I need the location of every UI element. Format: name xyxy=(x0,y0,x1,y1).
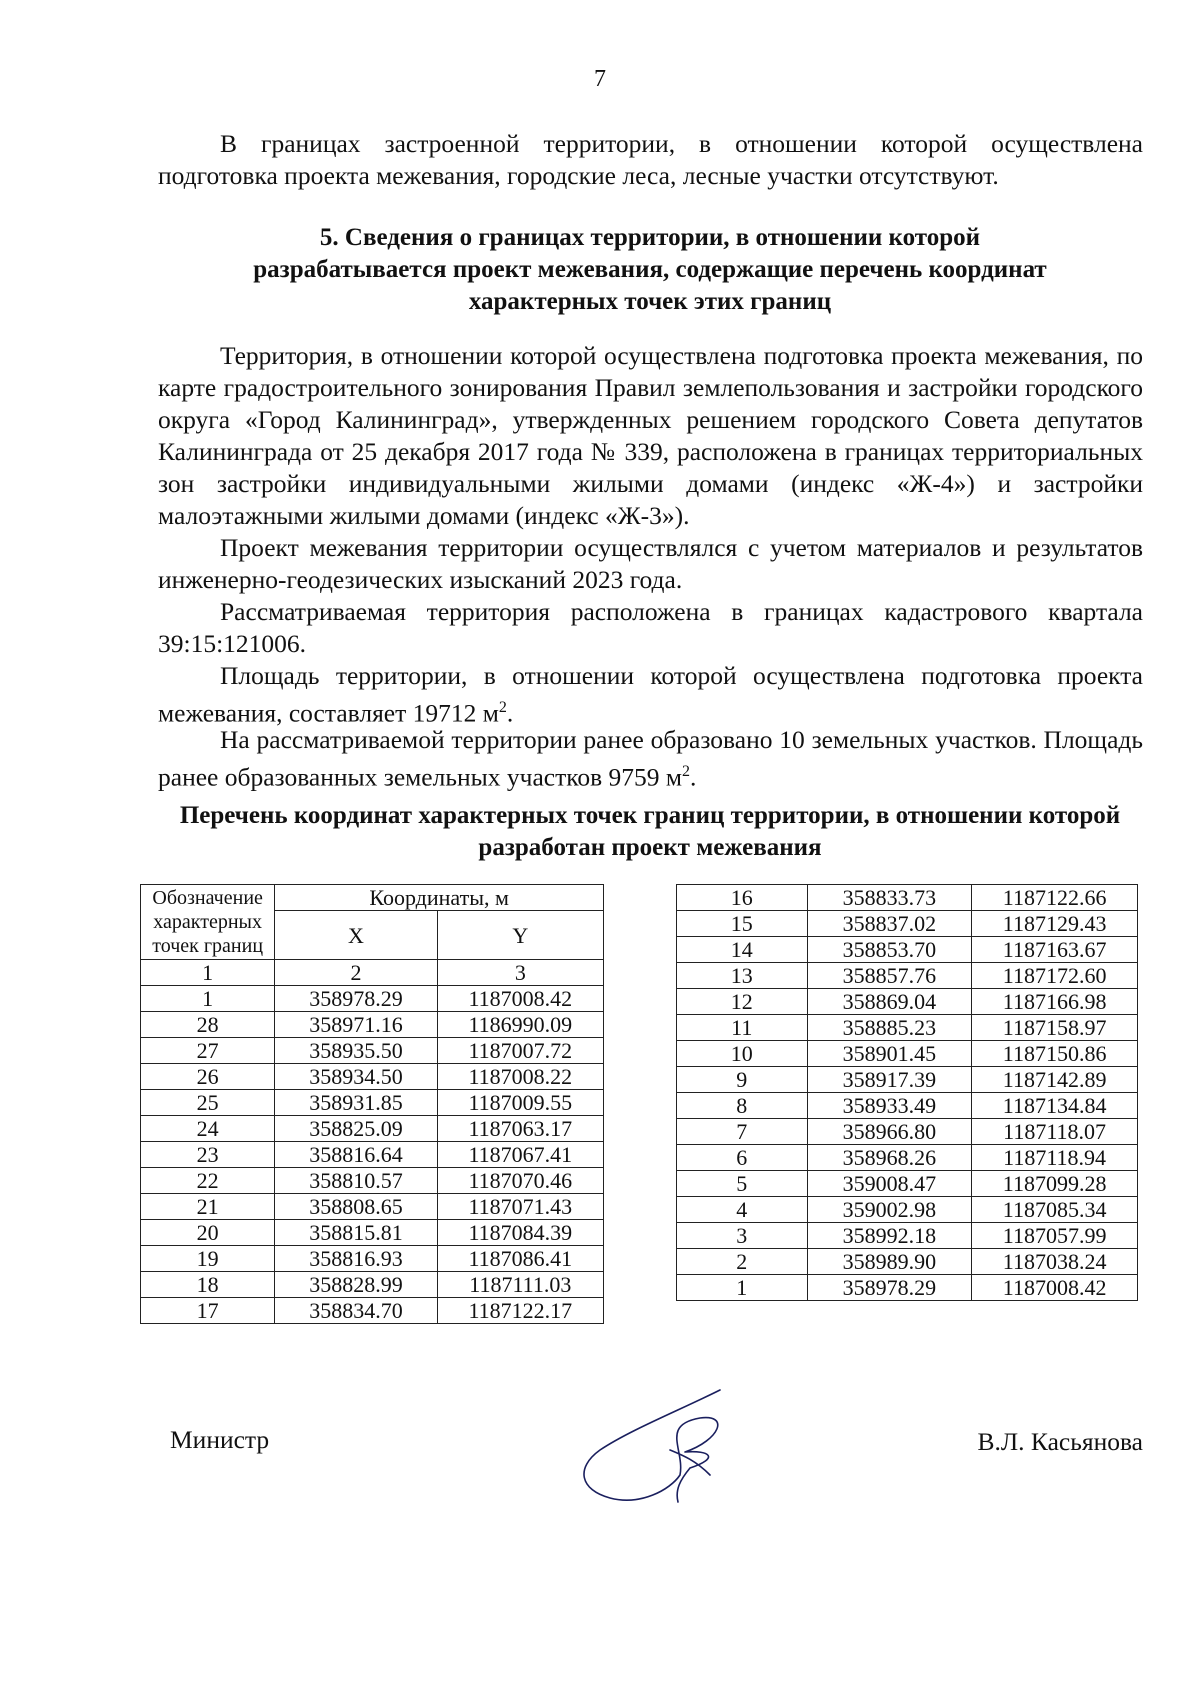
point-number: 19 xyxy=(141,1246,275,1272)
table-row xyxy=(677,1119,1138,1145)
y-value: 1187067.41 xyxy=(437,1142,603,1168)
point-number: 8 xyxy=(677,1093,808,1119)
y-value: 1187099.28 xyxy=(972,1171,1138,1197)
x-value: 358885.23 xyxy=(807,1015,972,1041)
header-point-designation: Обозначение характерных точек границ xyxy=(141,885,275,960)
table-row xyxy=(141,1194,604,1220)
signature-image xyxy=(570,1380,770,1510)
table-row xyxy=(141,1246,604,1272)
x-value: 358901.45 xyxy=(807,1041,972,1067)
table-row xyxy=(141,1116,604,1142)
point-number: 14 xyxy=(677,937,808,963)
plots-unit-exponent: 2 xyxy=(682,763,690,780)
point-number: 27 xyxy=(141,1038,275,1064)
point-number: 28 xyxy=(141,1012,275,1038)
y-value: 1187085.34 xyxy=(972,1197,1138,1223)
header-coordinates: Координаты, м xyxy=(275,885,604,911)
y-value: 1187134.84 xyxy=(972,1093,1138,1119)
y-value: 1187071.43 xyxy=(437,1194,603,1220)
intro-paragraph: В границах застроенной территории, в отношении которой осуществлена подготовка проекта межевания, городские леса, лесные участки отсутствуют. xyxy=(158,129,1143,190)
x-value: 358815.81 xyxy=(275,1220,437,1246)
table-row xyxy=(677,1145,1138,1171)
point-number: 4 xyxy=(677,1197,808,1223)
x-value: 358917.39 xyxy=(807,1067,972,1093)
y-value: 1187122.17 xyxy=(437,1298,603,1324)
y-value: 1187007.72 xyxy=(437,1038,603,1064)
coordinates-table-left xyxy=(140,884,604,1324)
signatory-title: Министр xyxy=(170,1425,270,1454)
point-number: 21 xyxy=(141,1194,275,1220)
table-row xyxy=(677,989,1138,1015)
table-row xyxy=(677,1275,1138,1301)
y-value: 1187038.24 xyxy=(972,1249,1138,1275)
y-value: 1187009.55 xyxy=(437,1090,603,1116)
x-value: 358931.85 xyxy=(275,1090,437,1116)
y-value: 1187158.97 xyxy=(972,1015,1138,1041)
plots-end: . xyxy=(690,762,697,792)
column-number-2: 2 xyxy=(275,960,437,986)
y-value: 1187008.42 xyxy=(972,1275,1138,1301)
y-value: 1187008.22 xyxy=(437,1064,603,1090)
point-number: 18 xyxy=(141,1272,275,1298)
table-row xyxy=(677,1067,1138,1093)
x-value: 358857.76 xyxy=(807,963,972,989)
table-row xyxy=(677,885,1138,911)
y-value: 1186990.09 xyxy=(437,1012,603,1038)
point-number: 15 xyxy=(677,911,808,937)
y-value: 1187163.67 xyxy=(972,937,1138,963)
point-number: 7 xyxy=(677,1119,808,1145)
x-value: 359002.98 xyxy=(807,1197,972,1223)
table-row xyxy=(677,1015,1138,1041)
header-x: X xyxy=(275,911,437,960)
point-number: 10 xyxy=(677,1041,808,1067)
table-row xyxy=(141,1090,604,1116)
table-row xyxy=(141,1012,604,1038)
y-value: 1187142.89 xyxy=(972,1067,1138,1093)
column-number-3: 3 xyxy=(437,960,603,986)
point-number: 16 xyxy=(677,885,808,911)
point-number: 17 xyxy=(141,1298,275,1324)
y-value: 1187063.17 xyxy=(437,1116,603,1142)
y-value: 1187057.99 xyxy=(972,1223,1138,1249)
x-value: 358833.73 xyxy=(807,885,972,911)
table-row xyxy=(677,1223,1138,1249)
table-row xyxy=(141,1168,604,1194)
table-row xyxy=(677,1197,1138,1223)
table-row xyxy=(141,1298,604,1324)
table-row xyxy=(677,1249,1138,1275)
x-value: 358933.49 xyxy=(807,1093,972,1119)
header-y: Y xyxy=(437,911,603,960)
y-value: 1187118.07 xyxy=(972,1119,1138,1145)
point-number: 2 xyxy=(677,1249,808,1275)
y-value: 1187084.39 xyxy=(437,1220,603,1246)
x-value: 358869.04 xyxy=(807,989,972,1015)
x-value: 358834.70 xyxy=(275,1298,437,1324)
table-row xyxy=(677,911,1138,937)
plots-text: На рассматриваемой территории ранее образовано 10 земельных участков. Площадь ранее образованных земельных участков 9759 м xyxy=(158,725,1143,792)
x-value: 358934.50 xyxy=(275,1064,437,1090)
x-value: 358837.02 xyxy=(807,911,972,937)
x-value: 358978.29 xyxy=(807,1275,972,1301)
point-number: 6 xyxy=(677,1145,808,1171)
point-number: 1 xyxy=(141,986,275,1012)
area-end: . xyxy=(506,698,514,728)
y-value: 1187166.98 xyxy=(972,989,1138,1015)
point-number: 23 xyxy=(141,1142,275,1168)
paragraph-zoning: Территория, в отношении которой осуществлена подготовка проекта межевания, по карте градостроительного зонирования Правил землепользования и застройки городского округа «Город Калининград», утвержденных решением городского Совета депутатов Калининграда от 25 декабря 2017 года № 339, расположена в границах территориальных зон застройки индивидуальными жилыми домами (индекс «Ж-4») и застройки малоэтажными жилыми домами (индекс «Ж-3»). xyxy=(158,341,1143,530)
point-number: 26 xyxy=(141,1064,275,1090)
point-number: 12 xyxy=(677,989,808,1015)
paragraph-survey: Проект межевания территории осуществлялся с учетом материалов и результатов инженерно-геодезических изысканий 2023 года. xyxy=(158,533,1143,594)
x-value: 358935.50 xyxy=(275,1038,437,1064)
paragraph-cadastral: Рассматриваемая территория расположена в границах кадастрового квартала 39:15:121006. xyxy=(158,597,1143,658)
x-value: 358828.99 xyxy=(275,1272,437,1298)
x-value: 358816.93 xyxy=(275,1246,437,1272)
x-value: 358971.16 xyxy=(275,1012,437,1038)
table-row xyxy=(141,1142,604,1168)
y-value: 1187111.03 xyxy=(437,1272,603,1298)
point-number: 3 xyxy=(677,1223,808,1249)
x-value: 359008.47 xyxy=(807,1171,972,1197)
page-number: 7 xyxy=(594,66,606,92)
area-unit-exponent: 2 xyxy=(498,699,507,716)
y-value: 1187122.66 xyxy=(972,885,1138,911)
y-value: 1187008.42 xyxy=(437,986,603,1012)
x-value: 358966.80 xyxy=(807,1119,972,1145)
y-value: 1187150.86 xyxy=(972,1041,1138,1067)
table-row xyxy=(677,1093,1138,1119)
section-heading: 5. Сведения о границах территории, в отношении которой разрабатывается проект межевания, содержащие перечень координат характерных точек этих границ xyxy=(253,224,1047,315)
y-value: 1187070.46 xyxy=(437,1168,603,1194)
x-value: 358978.29 xyxy=(275,986,437,1012)
coordinates-table-right xyxy=(676,884,1138,1301)
table-row xyxy=(677,963,1138,989)
x-value: 358989.90 xyxy=(807,1249,972,1275)
x-value: 358808.65 xyxy=(275,1194,437,1220)
table-row xyxy=(141,1220,604,1246)
table-row xyxy=(677,1171,1138,1197)
area-text: Площадь территории, в отношении которой осуществлена подготовка проекта межевания, составляет 19712 м xyxy=(158,661,1143,728)
point-number: 11 xyxy=(677,1015,808,1041)
point-number: 9 xyxy=(677,1067,808,1093)
column-number-1: 1 xyxy=(141,960,275,986)
point-number: 22 xyxy=(141,1168,275,1194)
x-value: 358968.26 xyxy=(807,1145,972,1171)
x-value: 358992.18 xyxy=(807,1223,972,1249)
x-value: 358825.09 xyxy=(275,1116,437,1142)
table-row xyxy=(677,937,1138,963)
point-number: 5 xyxy=(677,1171,808,1197)
y-value: 1187172.60 xyxy=(972,963,1138,989)
paragraph-plots xyxy=(158,724,1143,794)
point-number: 25 xyxy=(141,1090,275,1116)
point-number: 24 xyxy=(141,1116,275,1142)
table-row xyxy=(141,1272,604,1298)
x-value: 358853.70 xyxy=(807,937,972,963)
table-row xyxy=(141,1038,604,1064)
signatory-name: В.Л. Касьянова xyxy=(977,1427,1143,1456)
table-title: Перечень координат характерных точек границ территории, в отношении которой разработан проект межевания xyxy=(179,802,1121,861)
table-row xyxy=(141,986,604,1012)
y-value: 1187129.43 xyxy=(972,911,1138,937)
paragraph-area xyxy=(158,660,1143,730)
y-value: 1187118.94 xyxy=(972,1145,1138,1171)
point-number: 20 xyxy=(141,1220,275,1246)
point-number: 1 xyxy=(677,1275,808,1301)
table-row xyxy=(141,1064,604,1090)
point-number: 13 xyxy=(677,963,808,989)
x-value: 358816.64 xyxy=(275,1142,437,1168)
table-row xyxy=(677,1041,1138,1067)
x-value: 358810.57 xyxy=(275,1168,437,1194)
y-value: 1187086.41 xyxy=(437,1246,603,1272)
